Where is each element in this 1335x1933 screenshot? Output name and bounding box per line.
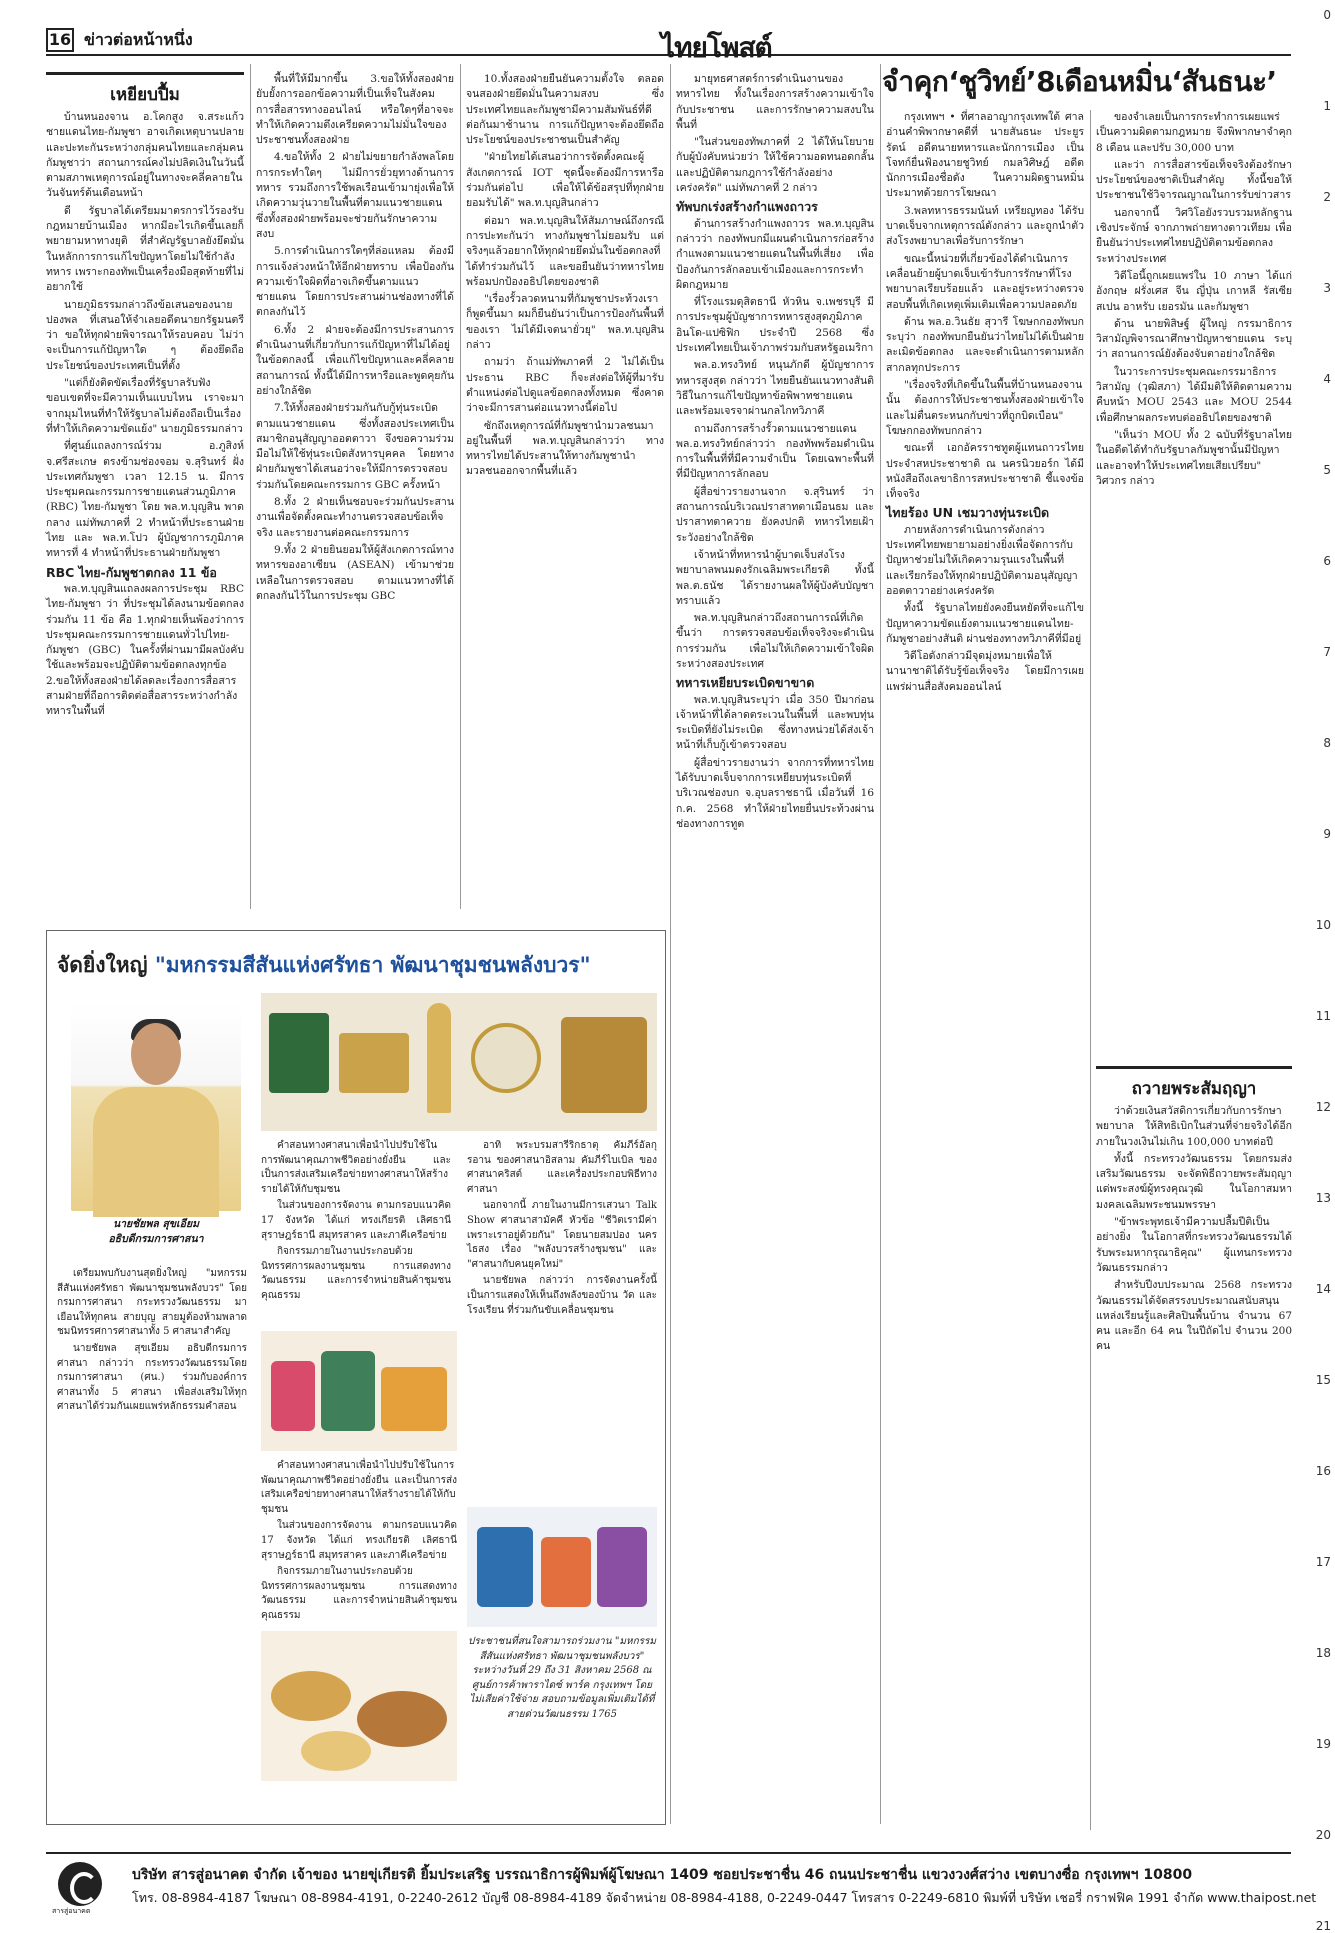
paragraph: ในส่วนของการจัดงาน ตามกรอบแนวคิด 17 จังหวัด ได้แก่ ทรงเกียรติ เลิศธานี สุราษฎร์ธานี สมุทรสาคร และภาคีเครือข่าย: [261, 1200, 451, 1241]
paragraph: ซักถึงเหตุการณ์ที่กัมพูชานำมวลชนมาอยู่ในพื้นที่ พล.ท.บุญสินกล่าวว่า ทางทหารไทยได้ประสานให้ทางกัมพูชานำมวลชนออกจากพื้นที่แล้ว: [466, 419, 664, 478]
page-footer: [46, 1852, 1317, 1915]
food-photo: [261, 1631, 457, 1781]
crafts-photo: [467, 1507, 657, 1627]
gutter-number: 8: [1323, 736, 1331, 750]
publisher-logo-icon: [58, 1862, 102, 1906]
paragraph: ของจำเลยเป็นการกระทำการเผยแพร่ เป็นความผิดตามกฎหมาย จึงพิพากษาจำคุก 8 เดือน และปรับ 30,000 บาท: [1096, 111, 1292, 154]
products-photo: [261, 1331, 457, 1451]
gutter-number: 20: [1315, 1828, 1331, 1842]
right-story-column-a: [886, 110, 1084, 1830]
column-2: [256, 72, 454, 905]
gutter-number: 11: [1315, 1009, 1331, 1023]
paragraph: "เรื่องจริงที่เกิดขึ้นในพื้นที่บ้านหนองจานนั้น ต้องการให้ประชาชนทั้งสองฝ่ายเข้าใจ และไม่ตื่นตระหนกกับข่าวที่ถูกบิดเบือน" โฆษกกองทัพบกกล่าว: [886, 379, 1084, 437]
gutter-number: 21: [1315, 1919, 1331, 1933]
paragraph: 5.การดำเนินการใดๆที่ล่อแหลม ต้องมีการแจ้งล่วงหน้าให้อีกฝ่ายทราบ เพื่อป้องกันความเข้าใจผิดที่อาจเกิดขึ้นตามแนวชายแดน โดยการประสานผ่านช่องทางที่ได้ตกลงกันไว้: [256, 245, 454, 319]
paragraph: พล.ท.บุญสินแถลงผลการประชุม RBC ไทย-กัมพูชา ว่า ที่ประชุมได้ลงนามข้อตกลงร่วมกัน 11 ข้อ คือ 1.ทุกฝ่ายเห็นพ้องว่าการประชุมคณะกรรมการชายแดนทั่วไปไทย-กัมพูชา (GBC) ในครั้งที่ผ่านมามีผลบังคับใช้และพร้อมจะปฏิบัติตามข้อตกลงทุกข้อ 2.ขอให้ทั้งสองฝ่ายได้ลดละเรื่องการสื่อสารสามฝ่ายที่ถือการติดต่อสื่อสารระหว่างกำลังทหารในพื้นที่: [46, 582, 244, 718]
column-4: [676, 72, 874, 1832]
main-headline: จำคุก‘ชูวิทย์’8เดือนหมิ่น‘สันธนะ’: [882, 65, 1277, 98]
paragraph: "เห็นว่า MOU ทั้ง 2 ฉบับที่รัฐบาลไทยในอดีตได้ทำกับรัฐบาลกัมพูชานั้นมีปัญหา และอาจทำให้ประเทศไทยเสียเปรียบ" วิศวกร กล่าว: [1096, 428, 1292, 487]
paragraph: 8.ทั้ง 2 ฝ่ายเห็นชอบจะร่วมกันประสานงานเพื่อจัดตั้งคณะทำงานตรวจสอบข้อเท็จจริง และรายงานต่อคณะกรรมการ: [256, 496, 454, 539]
advertorial-title-main: "มหกรรมสีสันแห่งศรัทธา พัฒนาชุมชนพลังบวร": [154, 953, 591, 977]
gutter-number: 16: [1315, 1464, 1331, 1478]
right-story-paragraphs-2: [886, 523, 1084, 695]
right-story-column-b2: [1096, 1104, 1292, 1830]
paragraph: นายชัยพล กล่าวว่า การจัดงานครั้งนี้เป็นการแสดงให้เห็นถึงพลังของบ้าน วัด และโรงเรียน ที่ร่วมกันขับเคลื่อนชุมชน: [467, 1275, 657, 1316]
paragraph: นอกจากนี้ ภายในงานมีการเสวนา Talk Show ศาสนาสามัคคี หัวข้อ "ชีวิตเรามีค่า เพราะเราอยู่ด้วยกัน" โดยนายสมปอง นครไธสง เรื่อง "พลังบวรสร้างชุมชน" และ "ศาสนากับคนยุคใหม่": [467, 1200, 657, 1270]
column-divider: [460, 64, 461, 909]
advertorial-title-prefix: จัดยิ่งใหญ่: [57, 953, 148, 977]
column-heading: เหยียบปื้ม: [46, 72, 244, 108]
paragraph: นอกจากนี้ วิศวิโอยังรวบรวมหลักฐานเชิงประจักษ์ จากภาพถ่ายทางดาวเทียม เพื่อยืนยันว่าประเทศไทยปฏิบัติตามข้อตกลงระหว่างประเทศ: [1096, 206, 1292, 265]
paragraph: ดี รัฐบาลได้เตรียมมาตรการไว้รองรับกฎหมายบ้านเมือง หากมีอะไรเกิดขึ้นเลยก็พยายามหาทางยุติ ที่สำคัญรัฐบาลยังยึดมั่นในหลักการการแก้ไขปัญหาโดยไม่ใช้กำลังทหาร เพราะกองทัพเป็นเครื่องมือสุดท้ายที่ไม่อยากใช้: [46, 204, 244, 294]
page-number: 16: [46, 28, 74, 52]
gutter-number: 5: [1323, 463, 1331, 477]
paragraph: "ในส่วนของทัพภาคที่ 2 ได้ให้นโยบายกับผู้บังคับหน่วยว่า ให้ใช้ความอดทนอดกลั้น และปฏิบัติตามกฎการใช้กำลังอย่างเคร่งครัด" แม่ทัพภาคที่ 2 กล่าว: [676, 136, 874, 195]
column-1-paragraphs-2: [46, 582, 244, 720]
paragraph: ขณะที่ เอกอัครราชทูตผู้แทนถาวรไทยประจำสหประชาชาติ ณ นครนิวยอร์ก ได้มีหนังสือถึงเลขาธิการสหประชาชาติ ชี้แจงข้อเท็จจริง: [886, 442, 1084, 501]
column-4-paragraphs-3: [676, 693, 874, 833]
gutter-number: 2: [1323, 190, 1331, 204]
paragraph: เจ้าหน้าที่ทหารนำผู้บาดเจ็บส่งโรงพยาบาลพนมดงรักเฉลิมพระเกียรติ ทั้งนี้ พล.ต.ธนัช ได้รายงานผลให้ผู้บังคับบัญชาทราบแล้ว: [676, 548, 874, 607]
advertorial-title: [57, 949, 591, 982]
line-gutter: [1310, 0, 1335, 1933]
column-1: [46, 110, 244, 905]
paragraph: "ข้าพระพุทธเจ้ามีความปลื้มปีติเป็นอย่างยิ่ง ในโอกาสที่กระทรวงวัฒนธรรมได้รับพระมหากรุณาธิคุณ" ผู้แทนกระทรวงวัฒนธรรมกล่าว: [1096, 1216, 1292, 1274]
gutter-number: 12: [1315, 1100, 1331, 1114]
paragraph: พื้นที่ให้มีมากขึ้น 3.ขอให้ทั้งสองฝ่ายยับยั้งการออกข้อความที่เป็นเท็จในสังคม การสื่อสารทางออนไลน์ หรือใดๆที่อาจจะทำให้เกิดความตึงเครียดความไม่มั่นใจของประชาชนทั้งสองฝ่าย: [256, 73, 454, 147]
paragraph: บ้านหนองจาน อ.โคกสูง จ.สระแก้ว ชายแดนไทย-กัมพูชา อาจเกิดเหตุบานปลายและปะทะกันระหว่างกลุ่มคนไทยและกลุ่มคนกัมพูชาว่า สถานการณ์คงไม่ปลิดเงินในวันนี้ ตามสภาพเหตุการณ์อยู่ในทางจะคลี่คลายในวันจันทร์ต้นเดือนหน้า: [46, 111, 244, 200]
section-title: ข่าวต่อหน้าหนึ่ง: [84, 30, 193, 49]
exhibition-photo: [261, 993, 657, 1131]
portrait-caption: [71, 1217, 241, 1247]
advertorial-text-4: [261, 1459, 457, 1619]
paragraph: นายชัยพล สุขเอียม อธิบดีกรมการศาสนา กล่าวว่า กระทรวงวัฒนธรรมโดยกรมการศาสนา (ศน.) ร่วมกับองค์การศาสนาทั้ง 5 ศาสนา เพื่อส่งเสริมให้ทุกศาสนาได้ร่วมกันเผยแพร่หลักธรรมคำสอน: [57, 1342, 247, 1413]
subheading: ทัพบกเร่งสร้างกำแพงถาวร: [676, 199, 818, 215]
paragraph: พล.ท.บุญสินกล่าวถึงสถานการณ์ที่เกิดขึ้นว่า การตรวจสอบข้อเท็จจริงจะดำเนินการร่วมกัน เพื่อไม่ให้เกิดความเข้าใจผิดระหว่างสองประเทศ: [676, 612, 874, 670]
column-divider: [1090, 110, 1091, 1830]
gutter-number: 14: [1315, 1282, 1331, 1296]
paragraph: ที่โรงแรมดุสิตธานี หัวหิน จ.เพชรบุรี มีการประชุมผู้บัญชาการทหารสูงสุดภูมิภาคอินโด-แปซิฟิก ประจำปี 2568 ซึ่งประเทศไทยเป็นเจ้าภาพร่วมกับสหรัฐอเมริกา: [676, 296, 874, 355]
paragraph: 4.ขอให้ทั้ง 2 ฝ่ายไม่ขยายกำลังพลโดยการกระทำใดๆ ไม่มีการยั่วยุทางด้านการทหาร รวมถึงการใช้พลเรือนเข้ามายุ่งเพื่อให้เกิดความวุ่นวายในพื้นที่ตามแนวชายแดน ซึ่งทั้งสองฝ่ายพร้อมจะช่วยกันรักษาความสงบ: [256, 151, 454, 240]
paragraph: ว่าด้วยเงินสวัสดิการเกี่ยวกับการรักษาพยาบาล ให้สิทธิเบิกในส่วนที่จ่ายจริงได้อีก ภายในวงเงินไม่เกิน 100,000 บาทต่อปี: [1096, 1105, 1292, 1148]
paragraph: ต่อมา พล.ท.บุญสินให้สัมภาษณ์ถึงกรณีการปะทะกันว่า ทางกัมพูชาไม่ยอมรับ แต่จริงๆแล้วอยากให้ทุกฝ่ายยึดมั่นในข้อตกลงที่ได้ทำร่วมกันไว้ และขอยืนยันว่าทหารไทยพร้อมปกป้องอธิปไตยของชาติ: [466, 214, 664, 288]
paragraph: ด้านการสร้างกำแพงถาวร พล.ท.บุญสิน กล่าวว่า กองทัพบกมีแผนดำเนินการก่อสร้างกำแพงตามแนวชายแดนในพื้นที่เสี่ยง เพื่อป้องกันการลักลอบเข้าเมืองและการกระทำผิดกฎหมาย: [676, 217, 874, 291]
gutter-number: 15: [1315, 1373, 1331, 1387]
paragraph: 9.ทั้ง 2 ฝ่ายยินยอมให้ผู้สังเกตการณ์ทางทหารของอาเซียน (ASEAN) เข้ามาช่วยเหลือในการตรวจสอบ ตามแนวทางที่ได้ตกลงกันไว้ในการประชุม GBC: [256, 543, 454, 602]
column-3: [466, 72, 664, 905]
subheading: ทหารเหยียบระเบิดขาขาด: [676, 675, 815, 691]
paragraph: ในส่วนของการจัดงาน ตามกรอบแนวคิด 17 จังหวัด ได้แก่ ทรงเกียรติ เลิศธานี สุราษฎร์ธานี สมุทรสาคร และภาคีเครือข่าย: [261, 1520, 457, 1561]
column-divider: [250, 64, 251, 909]
paragraph: สำหรับปีงบประมาณ 2568 กระทรวงวัฒนธรรมได้จัดสรรงบประมาณสนับสนุนแหล่งเรียนรู้และศิลปินพื้นบ้าน จำนวน 67 คน และอีก 64 คน ในปีถัดไป จำนวน 200 คน: [1096, 1279, 1292, 1353]
portrait-role: อธิบดีกรมการศาสนา: [108, 1233, 204, 1245]
gutter-number: 3: [1323, 281, 1331, 295]
photo-caption: ประชาชนที่สนใจสามารถร่วมงาน "มหกรรมสีสันแห่งศรัทธา พัฒนาชุมชนพลังบวร" ระหว่างวันที่ 29 ถึง 31 สิงหาคม 2568 ณ ศูนย์การค้าพาราไดซ์ พาร์ค กรุงเทพฯ โดยไม่เสียค่าใช้จ่าย สอบถามข้อมูลเพิ่มเติมได้ที่สายด่วนวัฒนธรรม 1765: [467, 1636, 656, 1720]
contact-info: โทร. 08-8984-4187 โฆษณา 08-8984-4191, 0-2240-2612 บัญชี 08-8984-4189 จัดจำหน่าย 08-8984-4188, 0-2249-0447 โทรสาร 0-2249-6810 พิมพ์ที่ บริษัท เชอรี่ กราฟฟิค 1991 จำกัด www.thaipost.net: [132, 1890, 1317, 1905]
gutter-number: 4: [1323, 372, 1331, 386]
paragraph: คำสอนทางศาสนาเพื่อนำไปปรับใช้ในการพัฒนาคุณภาพชีวิตอย่างยั่งยืน และเป็นการส่งเสริมเครือข่ายทางศาสนาให้สร้างรายได้ให้กับชุมชน: [261, 1460, 457, 1515]
gutter-number: 9: [1323, 827, 1331, 841]
column-1-paragraphs: [46, 110, 244, 562]
advertorial-text-2: [261, 1139, 451, 1319]
gutter-number: 6: [1323, 554, 1331, 568]
paragraph: ถามถึงการสร้างรั้วตามแนวชายแดน พล.อ.ทรงวิทย์กล่าวว่า กองทัพพร้อมดำเนินการในพื้นที่ที่มีความจำเป็น โดยเฉพาะพื้นที่ที่มีปัญหาการลักลอบ: [676, 422, 874, 481]
paragraph: กิจกรรมภายในงานประกอบด้วย นิทรรศการผลงานชุมชน การแสดงทางวัฒนธรรม และการจำหน่ายสินค้าชุมชนคุณธรรม: [261, 1246, 451, 1301]
paragraph: เตรียมพบกับงานสุดยิ่งใหญ่ "มหกรรมสีสันแห่งศรัทธา พัฒนาชุมชนพลังบวร" โดยกรมการศาสนา กระทรวงวัฒนธรรม มาเยือนให้ทุกคน สายบุญ สายมูต้องห้ามพลาด ชมนิทรรศการศาสนาทั้ง 5 ศาสนาสำคัญ: [57, 1268, 247, 1338]
paragraph: 10.ทั้งสองฝ่ายยืนยันความตั้งใจ ตลอดจนสองฝ่ายยึดมั่นในความสงบ ซึ่งประเทศไทยและกัมพูชามีความสัมพันธ์ที่ดีต่อกันมาช้านาน การแก้ปัญหาจะต้องยึดถือประโยชน์ของประชาชนเป็นสำคัญ: [466, 73, 664, 147]
advertorial-box: [46, 930, 666, 1825]
paragraph: "เรื่องรั้วลวดหนามที่กัมพูชาประท้วงเราก็พูดขึ้นมา ผมก็ยืนยันว่าเป็นการป้องกันพื้นที่ของเรา ไม่ได้มีเจตนายั่วยุ" พล.ท.บุญสินกล่าว: [466, 293, 664, 352]
publisher-logo-label: สารสู่อนาคต: [52, 1907, 91, 1915]
paragraph: "ฝ่ายไทยได้เสนอว่าการจัดตั้งคณะผู้สังเกตการณ์ IOT ชุดนี้จะต้องมีการหารือร่วมกันต่อไป เพื่อให้ได้ข้อสรุปที่ทุกฝ่ายยอมรับได้" พล.ท.บุญสินกล่าว: [466, 151, 664, 210]
paragraph: อาทิ พระบรมสารีริกธาตุ คัมภีร์อัลกุรอาน ของศาสนาอิสลาม คัมภีร์ไบเบิล ของศาสนาคริสต์ และเครื่องประกอบพิธีทางศาสนา: [467, 1140, 657, 1195]
gutter-number: 13: [1315, 1191, 1331, 1205]
page-header: [46, 26, 1291, 64]
gutter-number: 17: [1315, 1555, 1331, 1569]
masthead-logo: ไทยโพสต์: [661, 31, 772, 64]
column-divider: [670, 64, 671, 1824]
column-divider: [880, 64, 881, 1824]
paragraph: ผู้สื่อข่าวรายงานจาก จ.สุรินทร์ ว่า สถานการณ์บริเวณปราสาทตาเมือนธม และปราสาทตาควาย ยังคงปกติ ทหารไทยเฝ้าระวังอย่างใกล้ชิด: [676, 485, 874, 544]
right-story-paragraphs: [886, 110, 1084, 502]
gutter-number: 0: [1323, 8, 1331, 22]
gutter-number: 1: [1323, 99, 1331, 113]
paragraph: นายภูมิธรรมกล่าวถึงข้อเสนอของนายปองพล ที่เสนอให้จำเลยอดีตนายกรัฐมนตรีว่า ขอให้ทุกฝ่ายพิจารณาให้รอบคอบ ไม่ว่าจะเป็นการแก้ปัญหาใด ๆ ต้องยึดถือประโยชน์ของประเทศเป็นที่ตั้ง: [46, 298, 244, 372]
subheading: RBC ไทย-กัมพูชาตกลง 11 ข้อ: [46, 564, 217, 580]
paragraph: 6.ทั้ง 2 ฝ่ายจะต้องมีการประสานการดำเนินงานที่เกี่ยวกับการแก้ปัญหาที่ไม่ได้อยู่ในข้อตกลงนี้ เพื่อแก้ไขปัญหาและคลี่คลายสถานการณ์ ทั้งนี้ได้มีการหารือและพูดคุยกันอย่างใกล้ชิด: [256, 323, 454, 397]
paragraph: ด้าน นายพิสิษฐ์ ผู้ใหญ่ กรรมาธิการวิสามัญพิจารณาศึกษาปัญหาชายแดน ระบุว่า สถานการณ์ยังต้องจับตาอย่างใกล้ชิด: [1096, 317, 1292, 361]
portrait-name: นายชัยพล สุขเอียม: [112, 1218, 200, 1230]
paragraph: ผู้สื่อข่าวรายงานว่า จากการที่ทหารไทยได้รับบาดเจ็บจากการเหยียบทุ่นระเบิดที่บริเวณช่องบก จ.อุบลราชธานี เมื่อวันที่ 16 ก.ค. 2568 ทำให้ฝ่ายไทยยื่นประท้วงผ่านช่องทางการทูต: [676, 756, 874, 830]
paragraph: กรุงเทพฯ • ที่ศาลอาญากรุงเทพใต้ ศาลอ่านคำพิพากษาคดีที่ นายสันธนะ ประยูรรัตน์ อดีตนายทหารและนักการเมือง เป็นโจทก์ยื่นฟ้องนายชูวิทย์ กมลวิศิษฎ์ อดีตนักการเมืองชื่อดัง ในความผิดฐานหมิ่นประมาทด้วยการโฆษณา: [886, 111, 1084, 200]
gutter-number: 18: [1315, 1646, 1331, 1660]
paragraph: ขณะนี้หน่วยที่เกี่ยวข้องได้ดำเนินการเคลื่อนย้ายผู้บาดเจ็บเข้ารับการรักษาที่โรงพยาบาลเรียบร้อยแล้ว และอยู่ระหว่างตรวจสอบพื้นที่เกิดเหตุเพิ่มเติมเพื่อความปลอดภัย: [886, 252, 1084, 311]
paragraph: ที่ศูนย์แถลงการณ์ร่วม อ.ภูสิงห์ จ.ศรีสะเกษ ตรงข้ามช่องจอม จ.สุรินทร์ ฝั่งประเทศกัมพูชา เวลา 12.15 น. มีการประชุมคณะกรรมการชายแดนส่วนภูมิภาค (RBC) ไทย-กัมพูชา โดย พล.ท.บุญสิน พาดกลาง แม่ทัพภาคที่ 2 ทำหน้าที่ประธานฝ่ายไทย และ พล.ท.โปว ผู้บัญชาการภูมิภาคทหารที่ 4 ทำหน้าที่ประธานฝ่ายกัมพูชา: [46, 440, 244, 560]
paragraph: วิดีโอดังกล่าวมีจุดมุ่งหมายเพื่อให้นานาชาติได้รับรู้ข้อเท็จจริง โดยมีการเผยแพร่ผ่านสื่อสังคมออนไลน์: [886, 650, 1084, 693]
paragraph: "แต่ก็ยังติดขัดเรื่องที่รัฐบาลรับฟังขอบเขตที่จะมีความเห็นแบบไหน เราจะมาจากมุมไหนที่ทำให้รัฐบาลไม่ต้องถือเป็นเรื่องที่ทำให้เกิดความขัดแย้ง" นายภูมิธรรมกล่าว: [46, 377, 244, 435]
paragraph: มายุทธศาสตร์การดำเนินงานของทหารไทย ทั้งในเรื่องการสร้างความเข้าใจกับประชาชน และการรักษาความสงบในพื้นที่: [676, 73, 874, 131]
advertorial-text-1: [57, 1267, 247, 1817]
paragraph: คำสอนทางศาสนาเพื่อนำไปปรับใช้ในการพัฒนาคุณภาพชีวิตอย่างยั่งยืน และเป็นการส่งเสริมเครือข่ายทางศาสนาให้สร้างรายได้ให้กับชุมชน: [261, 1140, 451, 1195]
column-4-paragraphs-2: [676, 217, 874, 673]
gutter-number: 7: [1323, 645, 1331, 659]
paragraph: 7.ให้ทั้งสองฝ่ายร่วมกันกับกู้ทุ่นระเบิดตามแนวชายแดน ซึ่งทั้งสองประเทศเป็นสมาชิกอนุสัญญาออตตาวา จึงขอความร่วมมือไม่ให้ใช้ทุ่นระเบิดสังหารบุคคล โดยทางฝ่ายกัมพูชาได้เสนอว่าจะให้มีการตรวจสอบร่วมกันโดยคณะกรรมการ GBC ครั้งหน้า: [256, 402, 454, 491]
subheading: ไทยร้อง UN เชมวางทุ่นระเบิด: [886, 505, 1050, 521]
paragraph: ในวาระการประชุมคณะกรรมาธิการวิสามัญ (วุฒิสภา) ได้มีมติให้ติดตามความคืบหน้า MOU 2543 และ MOU 2544 เพื่อศึกษาผลกระทบต่ออธิปไตยของชาติ: [1096, 365, 1292, 424]
publisher-info: บริษัท สารสู่อนาคต จำกัด เจ้าของ นายขุ่เกียรติ ยิ้มประเสริฐ บรรณาธิการผู้พิมพ์ผู้โฆษณา 1409 ซอยประชาชื่น 46 ถนนประชาชื่น แขวงวงศ์สว่าง เขตบางซื่อ กรุงเทพฯ 10800: [132, 1867, 1193, 1883]
paragraph: ทั้งนี้ กระทรวงวัฒนธรรม โดยกรมส่งเสริมวัฒนธรรม จะจัดพิธีถวายพระสัมฤญาแด่พระสงฆ์ผู้ทรงคุณวุฒิ ในโอกาสมหามงคลเฉลิมพระชนมพรรษา: [1096, 1152, 1292, 1211]
paragraph: ทั้งนี้ รัฐบาลไทยยังคงยืนหยัดที่จะแก้ไขปัญหาความขัดแย้งตามแนวชายแดนไทย-กัมพูชาอย่างสันติ ผ่านช่องทางทวิภาคีที่มีอยู่: [886, 602, 1084, 645]
paragraph: และว่า การสื่อสารข้อเท็จจริงต้องรักษาประโยชน์ของชาติเป็นสำคัญ ทั้งนี้ขอให้ประชาชนใช้วิจารณญาณในการรับข่าวสาร: [1096, 158, 1292, 202]
right-story-column-b: [1096, 110, 1292, 1060]
paragraph: ด้าน พล.อ.วินธัย สุวารี โฆษกกองทัพบก ระบุว่า กองทัพบกยืนยันว่าไทยไม่ได้เป็นฝ่ายละเมิดข้อตกลง และจะดำเนินการตามหลักสากลทุกประการ: [886, 315, 1084, 374]
portrait-photo: [71, 1001, 241, 1211]
gutter-number: 10: [1315, 918, 1331, 932]
column-4-paragraphs: [676, 72, 874, 196]
advertorial-text-3: [467, 1139, 657, 1499]
paragraph: 3.พลทหารธรรมนันท์ เหรียญทอง ได้รับบาดเจ็บจากเหตุการณ์ดังกล่าว และถูกนำตัวส่งโรงพยาบาลเพื่อรับการรักษา: [886, 204, 1084, 248]
paragraph: วิดีโอนี้ถูกเผยแพร่ใน 10 ภาษา ได้แก่ อังกฤษ ฝรั่งเศส จีน ญี่ปุ่น เกาหลี รัสเซีย สเปน อาหรับ เยอรมัน และกัมพูชา: [1096, 269, 1292, 313]
column-heading: ถวายพระสัมฤญา: [1096, 1066, 1292, 1102]
paragraph: ถามว่า ถ้าแม่ทัพภาคที่ 2 ไม่ได้เป็นประธาน RBC ก็จะส่งต่อให้ผู้ที่มารับตำแหน่งต่อไปดูแลข้อตกลงทั้งหมด ซึ่งคาดว่าจะมีการสานต่อแนวทางนี้ต่อไป: [466, 356, 664, 415]
paragraph: ภายหลังการดำเนินการดังกล่าว ประเทศไทยพยายามอย่างยิ่งเพื่อจัดการกับปัญหาช่วยไม่ให้เกิดความรุนแรงในพื้นที่ และเรียกร้องให้ทุกฝ่ายปฏิบัติตามอนุสัญญาออตตาวาอย่างเคร่งครัด: [886, 523, 1078, 597]
gutter-number: 19: [1315, 1737, 1331, 1751]
paragraph: พล.อ.ทรงวิทย์ หนุนภักดี ผู้บัญชาการทหารสูงสุด กล่าวว่า ไทยยืนยันแนวทางสันติวิธีในการแก้ไขปัญหาข้อพิพาทชายแดน และพร้อมเจรจาผ่านกลไกทวิภาคี: [676, 359, 874, 418]
paragraph: กิจกรรมภายในงานประกอบด้วย นิทรรศการผลงานชุมชน การแสดงทางวัฒนธรรม และการจำหน่ายสินค้าชุมชนคุณธรรม: [261, 1566, 457, 1621]
paragraph: พล.ท.บุญสินระบุว่า เมื่อ 350 ปีมาก่อนเจ้าหน้าที่ได้ลาดตระเวนในพื้นที่ และพบทุ่นระเบิดที่ยังไม่ระเบิด ซึ่งทางหน่วยได้ส่งเจ้าหน้าที่เก็บกู้เข้าตรวจสอบ: [676, 693, 874, 752]
